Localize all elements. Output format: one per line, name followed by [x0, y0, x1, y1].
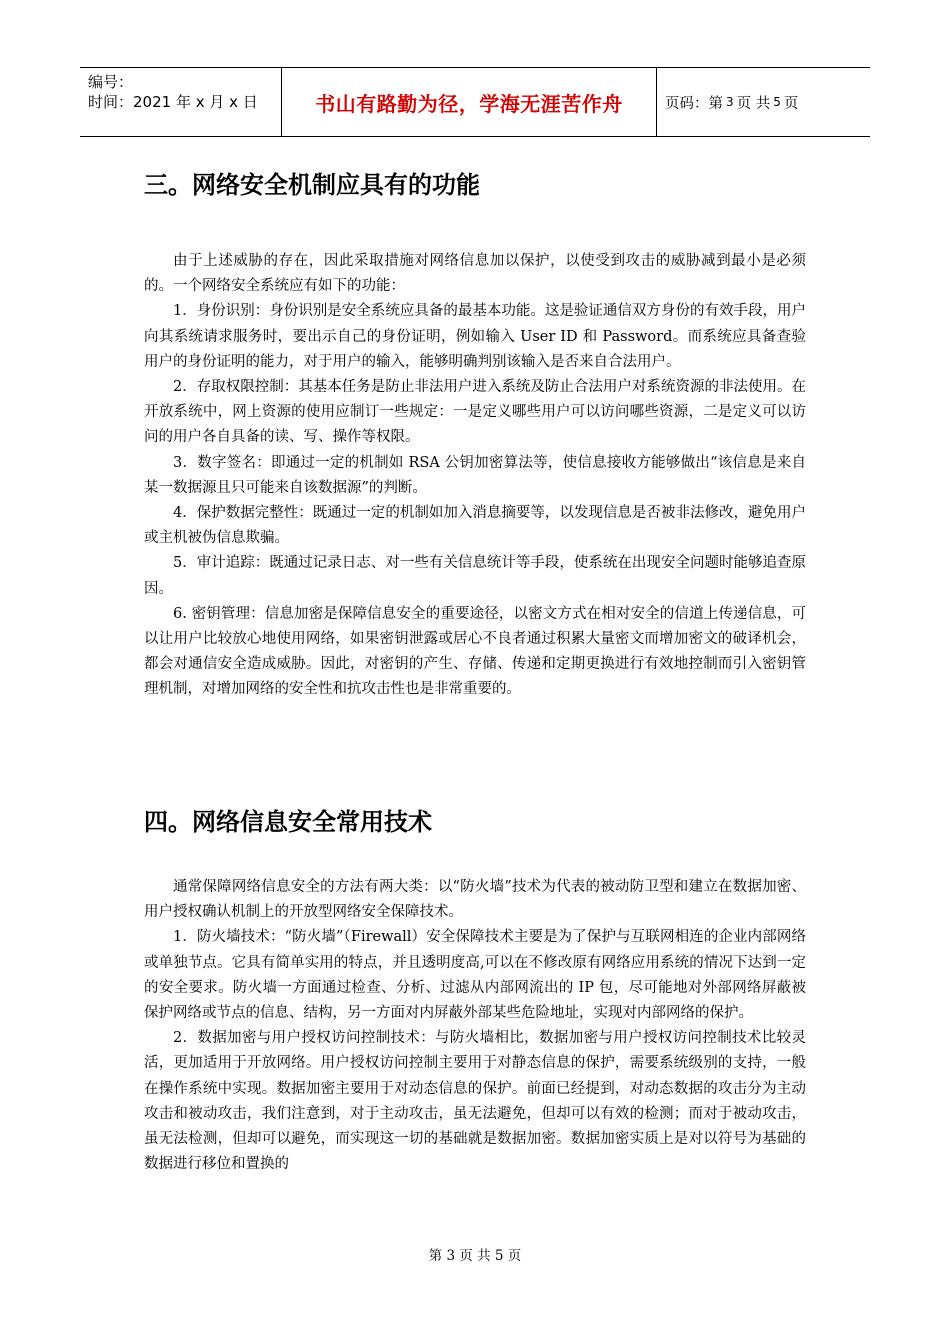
- page-header: [80, 67, 870, 137]
- page-mid: 页 共: [736, 95, 771, 112]
- date-label: 时间：2021 年 x 月 x 日: [88, 93, 258, 111]
- section4-item-1: 1．防火墙技术：“防火墙”（Firewall）安全保障技术主要是为了保护与互联网相连的企业内部网络或单独节点。它具有简单实用的特点，并且透明度高,可以在不修改原有网络应用系统的情况下达到一定的安全要求。防火墙一方面通过检查、分析、过滤从内部网流出的 IP 包，尽可能地对外部网络屏蔽被保护网络或节点的信息、结构，另一方面对内屏蔽外部某些危险地址，实现对内部网络的保护。: [144, 929, 806, 1022]
- section3-body: [144, 249, 806, 703]
- section3-item-4: 4．保护数据完整性：既通过一定的机制如加入消息摘要等，以发现信息是否被非法修改，避免用户或主机被伪信息欺骗。: [144, 505, 806, 547]
- page-suffix: 页: [783, 95, 799, 112]
- page-footer: 第 3 页 共 5 页: [428, 1248, 522, 1264]
- code-label: 编号：: [88, 73, 134, 91]
- section3-item-5: 5．审计追踪：既通过记录日志、对一些有关信息统计等手段，使系统在出现安全问题时能够追查原因。: [144, 555, 806, 597]
- section3-item-6: 6. 密钥管理：信息加密是保障信息安全的重要途径，以密文方式在相对安全的信道上传递信息，可以让用户比较放心地使用网络，如果密钥泄露或居心不良者通过积累大量密文而增加密文的破译机会，都会对通信安全造成威胁。因此，对密钥的产生、存储、传递和定期更换进行有效地控制而引入密钥管理机制，对增加网络的安全性和抗攻击性也是非常重要的。: [144, 605, 806, 698]
- section4-intro: 通常保障网络信息安全的方法有两大类：以“防火墙”技术为代表的被动防卫型和建立在数据加密、用户授权确认机制上的开放型网络安全保障技术。: [144, 879, 806, 921]
- section3-item-3: 3．数字签名：即通过一定的机制如 RSA 公钥加密算法等，使信息接收方能够做出“该信息是来自某一数据源且只可能来自该数据源”的判断。: [144, 454, 806, 496]
- section3-intro: 由于上述威胁的存在，因此采取措施对网络信息加以保护，以使受到攻击的威胁减到最小是必须的。一个网络安全系统应有如下的功能：: [144, 253, 806, 295]
- page-prefix: 页码：第: [665, 95, 723, 112]
- section3-item-2: 2．存取权限控制：其基本任务是防止非法用户进入系统及防止合法用户对系统资源的非法使用。在开放系统中，网上资源的使用应制订一些规定：一是定义哪些用户可以访问哪些资源，二是定义可以访问的用户各自具备的读、写、操作等权限。: [144, 379, 806, 446]
- section3-item-1: 1．身份识别：身份识别是安全系统应具备的最基本功能。这是验证通信双方身份的有效手段，用户向其系统请求服务时，要出示自己的身份证明，例如输入 User ID 和 Password。而系统应具备查验用户的身份证明的能力，对于用户的输入，能够明确判别该输入是否来自合法用户。: [144, 303, 806, 370]
- section4-item-2: 2．数据加密与用户授权访问控制技术：与防火墙相比，数据加密与用户授权访问控制技术比较灵活，更加适用于开放网络。用户授权访问控制主要用于对静态信息的保护，需要系统级别的支持，一般在操作系统中实现。数据加密主要用于对动态信息的保护。前面已经提到，对动态数据的攻击分为主动攻击和被动攻击，我们注意到，对于主动攻击，虽无法避免，但却可以有效的检测；而对于被动攻击，虽无法检测，但却可以避免，而实现这一切的基础就是数据加密。数据加密实质上是对以符号为基础的数据进行移位和置换的: [144, 1030, 806, 1173]
- header-motto: 书山有路勤为径，学海无涯苦作舟: [282, 68, 657, 136]
- page-total: 5: [773, 95, 781, 109]
- section4-body: [144, 875, 806, 1177]
- section3-heading: 三。网络安全机制应具有的功能: [144, 171, 480, 199]
- header-meta: [80, 68, 282, 136]
- page-current: 3: [726, 95, 734, 109]
- header-page-info: [657, 68, 870, 136]
- section4-heading: 四。网络信息安全常用技术: [144, 808, 432, 836]
